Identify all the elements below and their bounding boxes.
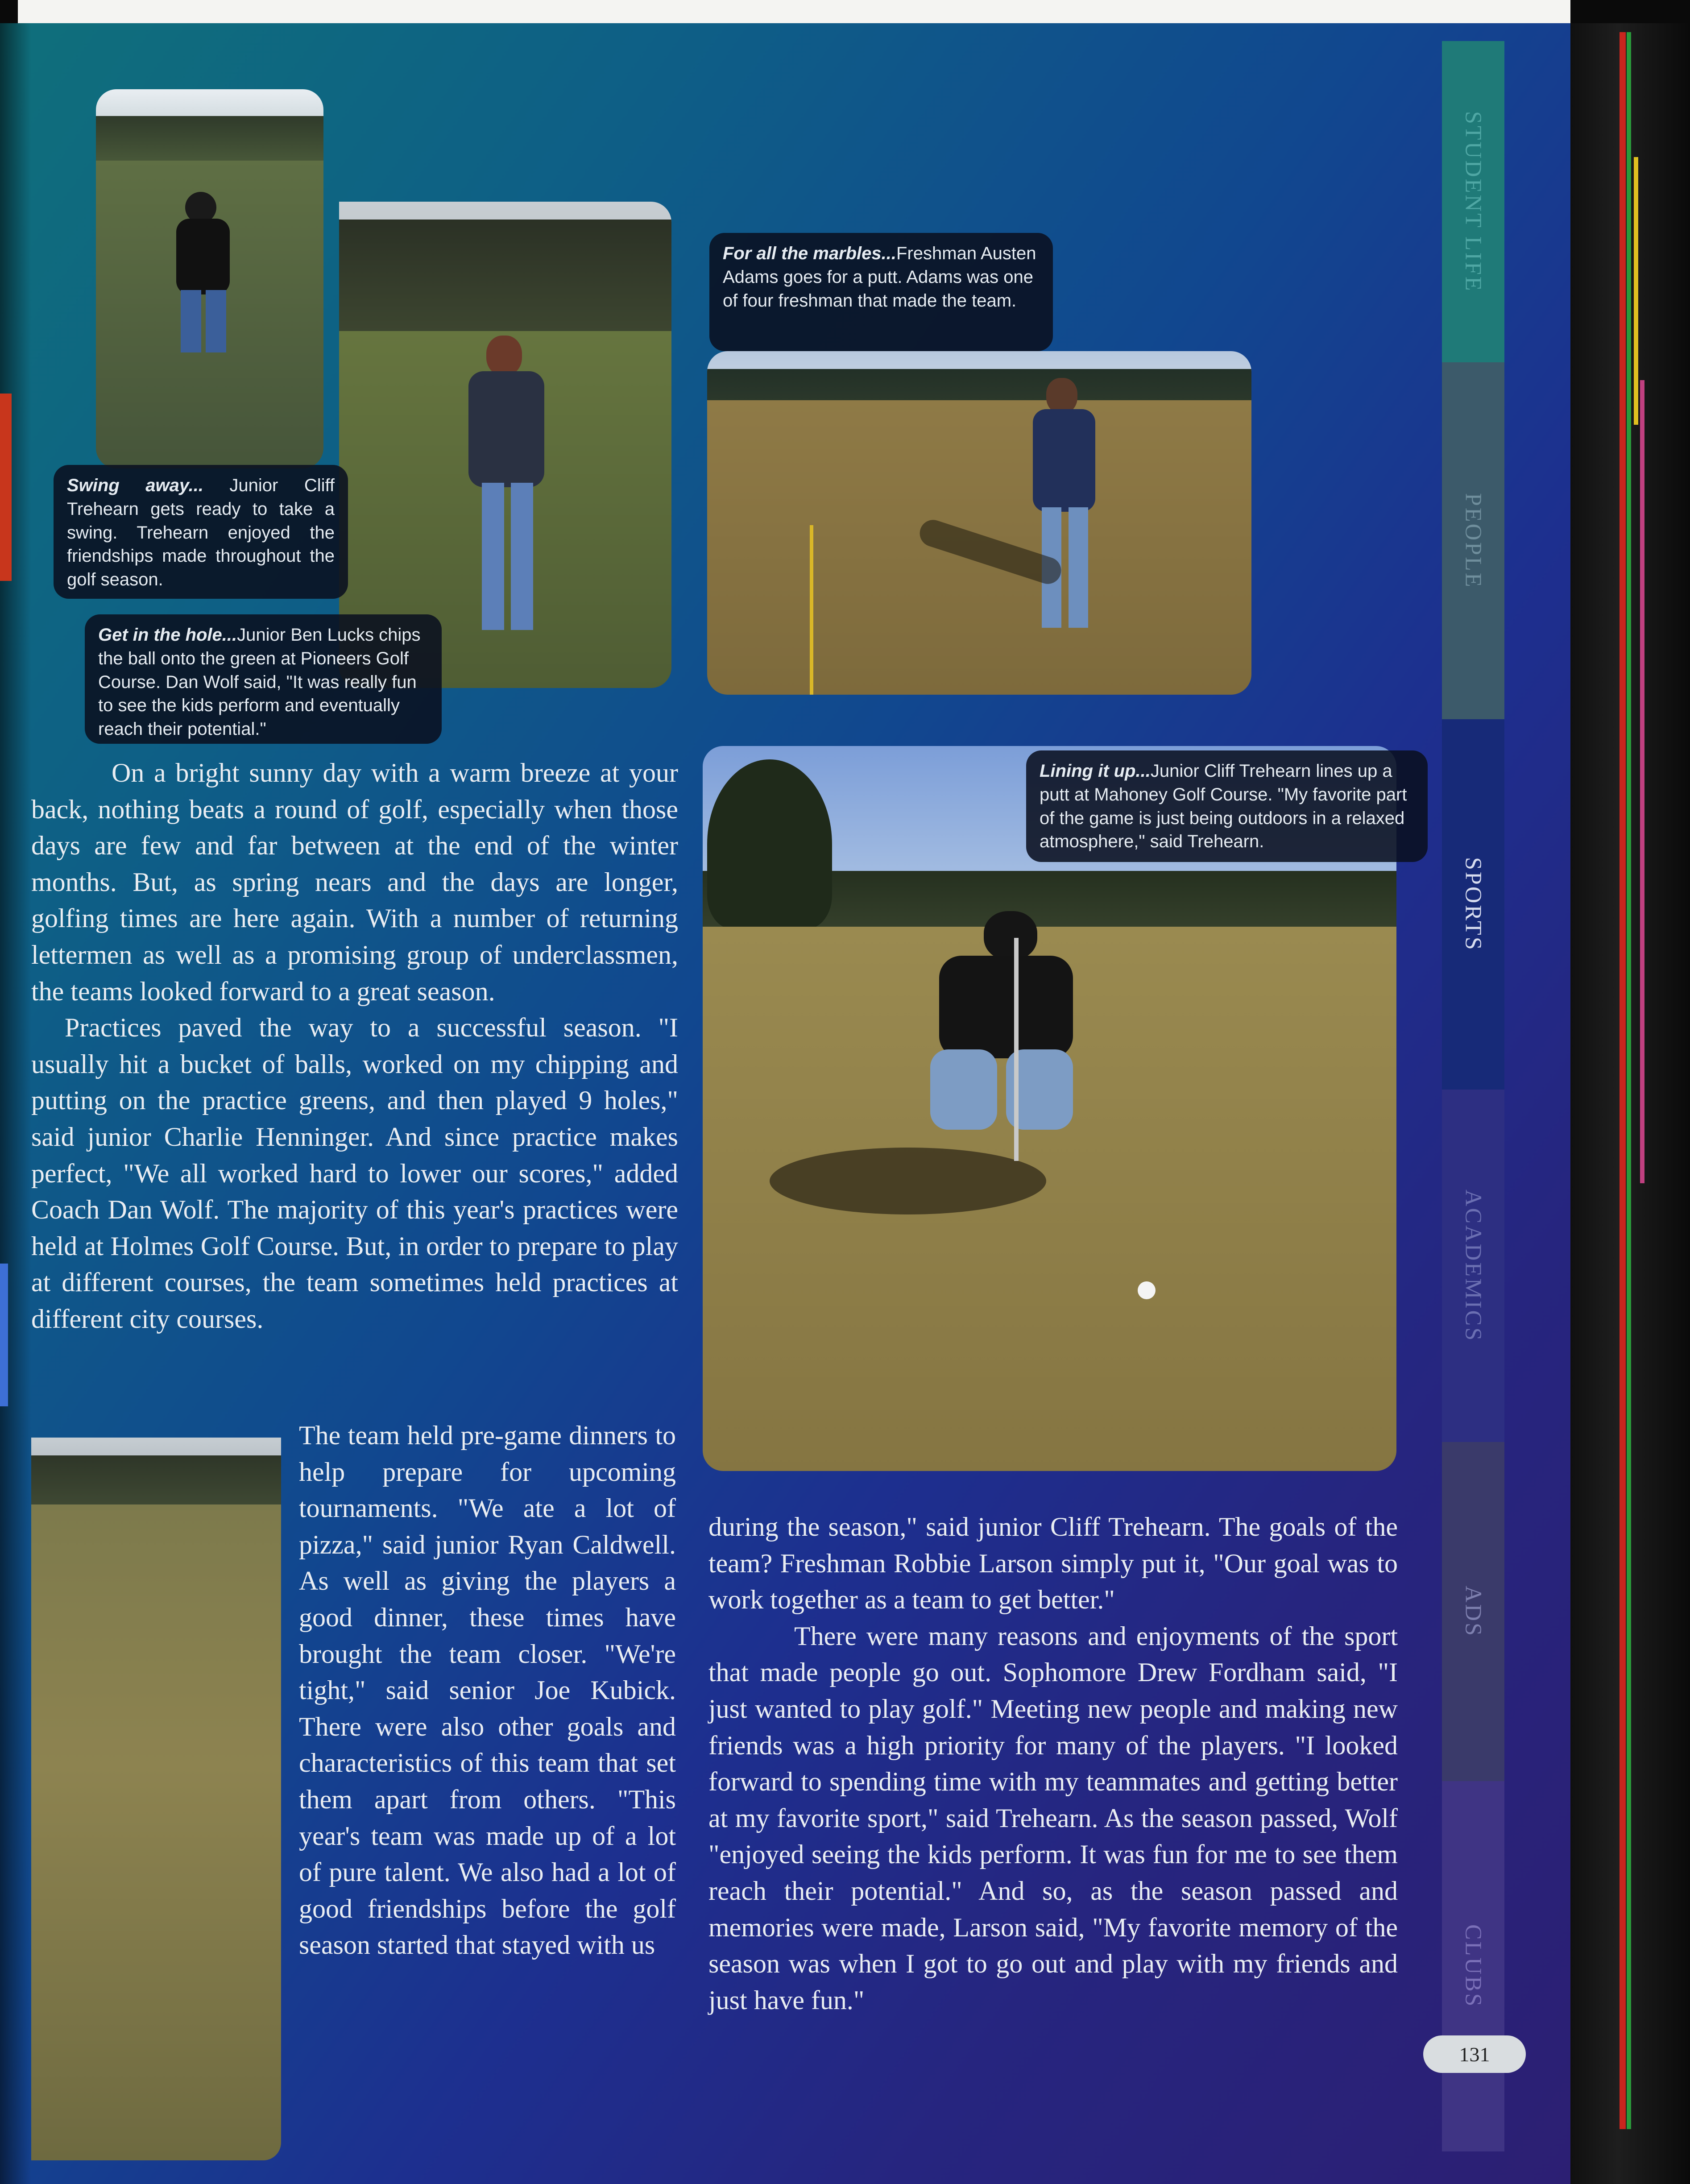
- article-left-column: [31, 755, 678, 1429]
- golf-ball: [1138, 1281, 1156, 1299]
- page-number-text: 131: [1459, 2043, 1490, 2066]
- section-tab-label: ACADEMICS: [1460, 1189, 1486, 1343]
- photo-swing-away: [96, 89, 323, 468]
- yearbook-page: [0, 23, 1570, 2184]
- article-paragraph: Practices paved the way to a successful season. "I usually hit a bucket of balls, worked on my chipping and putting on the practice greens, and then played 9 holes," said junior Charlie Henninger. And since practice makes perfect, "We all worked hard to lower our scores," added Coach Dan Wolf. The majority of this year's practices were held at Holmes Golf Course. But, in order to prepare to play at different courses, the team sometimes held practices at different city courses.: [31, 1013, 678, 1334]
- spine-shadow: [0, 23, 31, 2184]
- page-number: [1423, 2035, 1526, 2073]
- caption-lining-it-up: [1026, 750, 1428, 862]
- caption-text: Junior Ben Lucks chips the ball onto the green at Pioneers Golf Course. Dan Wolf said, "It was really fun to see the kids perform and eventually reach their potential.": [98, 625, 421, 739]
- section-tab-people[interactable]: [1442, 362, 1504, 719]
- article-right-column: [708, 1509, 1398, 2169]
- photo-course-partial: [31, 1438, 281, 2160]
- facing-page-red-mark: [0, 394, 12, 581]
- article-paragraph: during the season," said junior Cliff Trehearn. The goals of the team? Freshman Robbie Larson simply put it, "Our goal was to work together as a team to get better.": [708, 1512, 1398, 1615]
- golfer-swinging: [176, 192, 230, 352]
- golfer-putting: [1033, 378, 1095, 628]
- edge-stripe: [1627, 32, 1631, 2129]
- caption-lead: For all the marbles...: [723, 244, 897, 263]
- section-tab-sports[interactable]: [1442, 719, 1504, 1090]
- tree-silhouette: [707, 759, 832, 929]
- caption-swing-away: [54, 465, 348, 599]
- paper-top-edge: [18, 0, 1570, 23]
- edge-stripe: [1640, 380, 1644, 1183]
- caption-lead: Get in the hole...: [98, 625, 237, 645]
- caption-lead: Swing away...: [67, 476, 203, 495]
- section-tab-label: STUDENT LIFE: [1460, 111, 1486, 293]
- caption-lead: Lining it up...: [1040, 761, 1151, 781]
- article-middle-column: [299, 1417, 676, 2149]
- article-paragraph: The team held pre-game dinners to help prepare for upcoming tournaments. "We ate a lot of pizza," said junior Ryan Caldwell. As well as giving the players a good dinner, these times have brought the team closer. "We're tight," said senior Joe Kubick. There were also other goals and characteristics of this team that set them apart from others. "This year's team was made up of a lot of pure talent. We also had a lot of good friendships before the golf season started that stayed with us: [299, 1421, 676, 1960]
- golfer-crouching: [921, 911, 1082, 1161]
- section-tab-label: CLUBS: [1460, 1924, 1486, 2008]
- section-tab-student-life[interactable]: [1442, 41, 1504, 362]
- flag-stick: [810, 525, 813, 695]
- facing-page-blue-mark: [0, 1264, 8, 1406]
- section-tab-academics[interactable]: [1442, 1090, 1504, 1442]
- section-tab-label: SPORTS: [1460, 857, 1486, 952]
- photo-for-all-the-marbles: [707, 351, 1251, 695]
- book-page-edge: [1570, 23, 1690, 2184]
- article-paragraph: On a bright sunny day with a warm breeze at your back, nothing beats a round of golf, especially when those days are few and far between at the end of the winter months. But, as spring nears and the days are longer, golfing times are here again. With a number of returning lettermen as well as a promising group of underclassmen, the teams looked forward to a great season.: [31, 758, 678, 1006]
- section-tab-label: ADS: [1460, 1585, 1486, 1638]
- edge-stripe: [1620, 32, 1626, 2129]
- caption-text: Freshman Austen Adams goes for a putt. Adams was one of four freshman that made the team.: [723, 244, 1036, 311]
- caption-get-in-the-hole: [85, 614, 442, 744]
- section-tab-label: PEOPLE: [1460, 493, 1486, 589]
- article-paragraph: There were many reasons and enjoyments of the sport that made people go out. Sophomore Drew Fordham said, "I just wanted to play golf." Meeting new people and making new friends was a high priority for many of the players. "I looked forward to spending time with my teammates and getting better at my favorite sport," said Trehearn. As the season passed, Wolf "enjoyed seeing the kids perform. It was fun for me to see them reach their potential." And so, as the season passed and memories were made, Larson said, "My favorite memory of the season was when I got to go out and play with my friends and just have fun.": [708, 1621, 1398, 2015]
- section-tab-ads[interactable]: [1442, 1442, 1504, 1781]
- caption-text: Junior Cliff Trehearn gets ready to take a swing. Trehearn enjoyed the friendships made throughout the golf season.: [67, 476, 335, 590]
- edge-stripe: [1634, 157, 1638, 425]
- golfer-chipping: [468, 336, 544, 639]
- caption-for-all-the-marbles: [709, 233, 1053, 351]
- caption-text: Junior Cliff Trehearn lines up a putt at Mahoney Golf Course. "My favorite part of the game is just being outdoors in a relaxed atmosphere," said Trehearn.: [1040, 761, 1407, 852]
- section-tab-clubs[interactable]: [1442, 1781, 1504, 2151]
